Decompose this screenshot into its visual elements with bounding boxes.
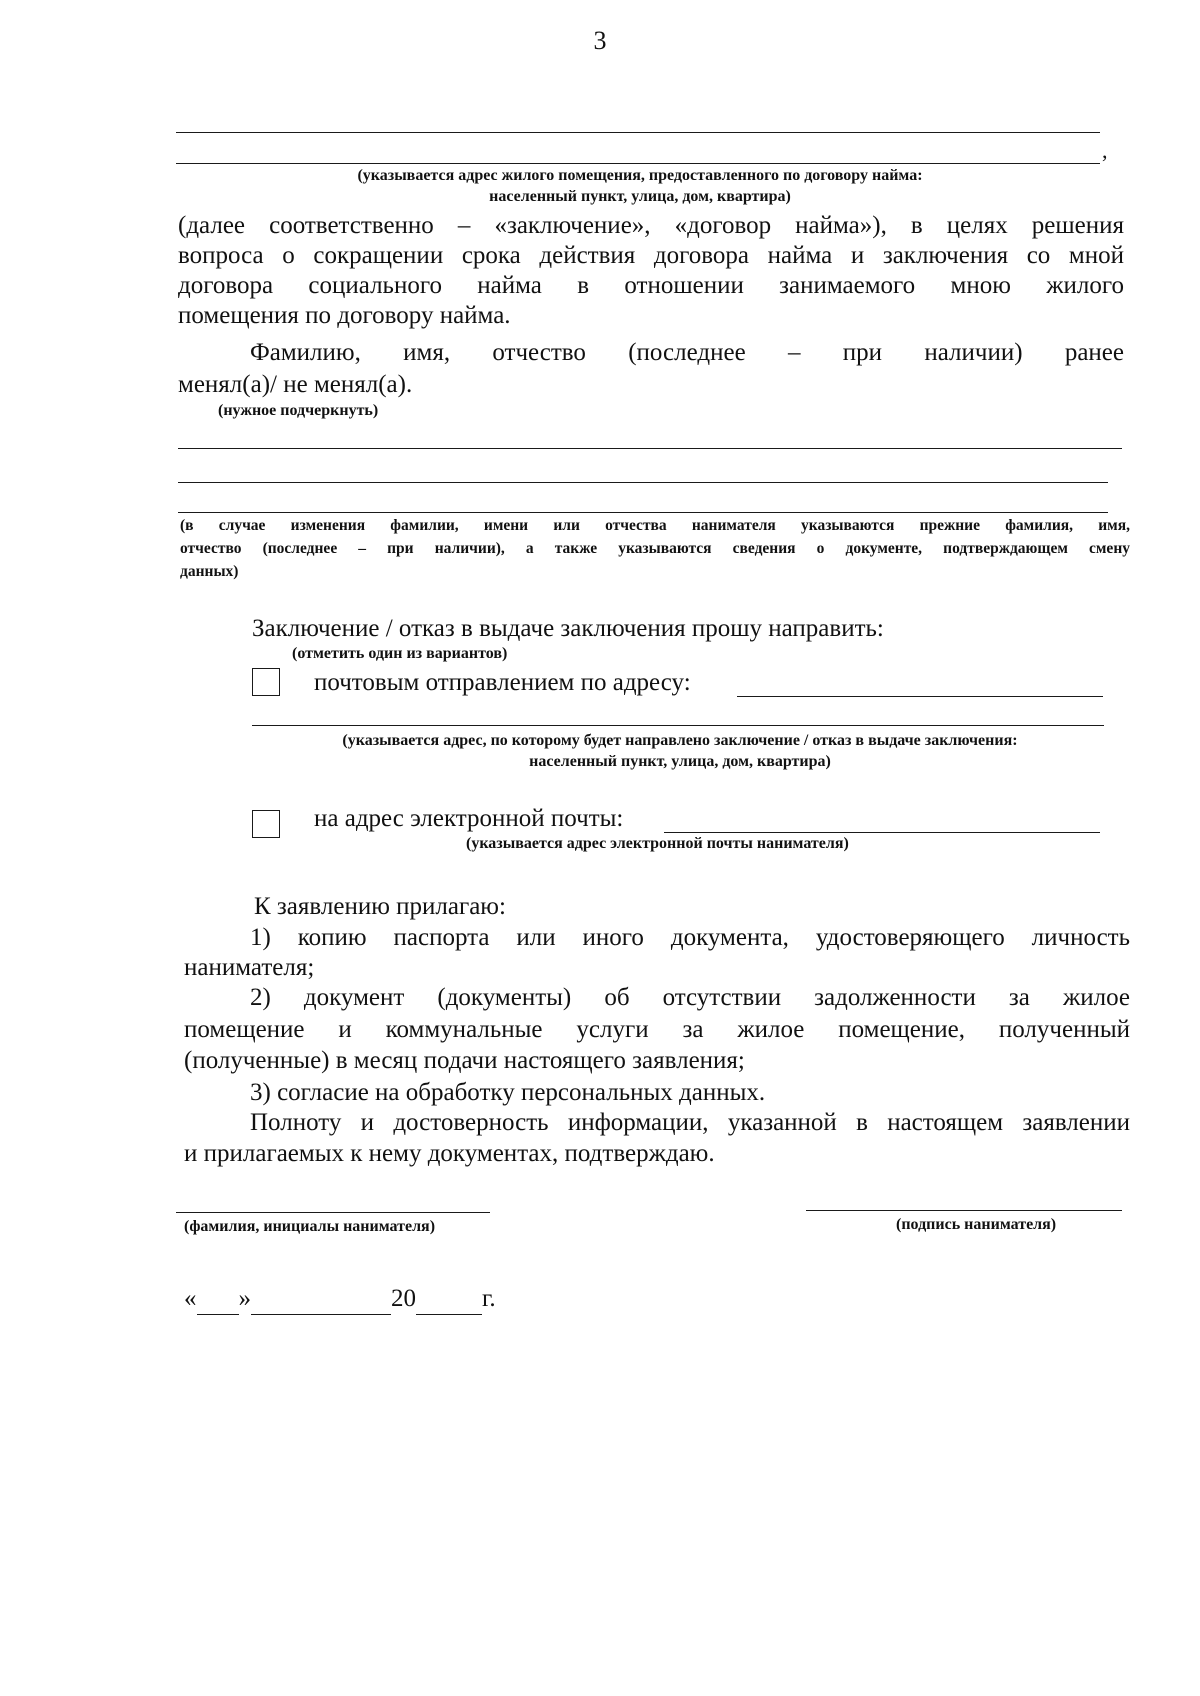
email-note: (указывается адрес электронной почты нанимателя)	[466, 835, 849, 852]
email-option-label: на адрес электронной почты:	[314, 805, 624, 832]
name-change-note-line1: (в случае изменения фамилии, имени или отчества нанимателя указываются прежние фамилия, имя,	[180, 517, 1130, 534]
post-option-checkbox[interactable]	[252, 668, 280, 696]
confirmation-line-1: Полноту и достоверность информации, указанной в настоящем заявлении	[250, 1109, 1130, 1136]
email-option-checkbox[interactable]	[252, 810, 280, 838]
name-signature-line[interactable]	[176, 1212, 490, 1213]
name-change-line-2[interactable]: менял(а)/ не менял(а).	[178, 371, 413, 398]
post-address-note-line2: населенный пункт, улица, дом, квартира)	[529, 753, 831, 770]
address-trailing-comma: ,	[1102, 138, 1108, 163]
date-day-field[interactable]	[197, 1284, 239, 1315]
signature-caption: (подпись нанимателя)	[896, 1216, 1057, 1233]
date-open-quote: «	[184, 1285, 197, 1312]
date-year-field[interactable]	[416, 1284, 482, 1315]
previous-name-line-2[interactable]	[178, 482, 1108, 483]
attachments-heading: К заявлению прилагаю:	[254, 893, 506, 920]
post-address-note	[260, 730, 1100, 772]
name-change-note-line2: отчество (последнее – при наличии), а также указываются сведения о документе, подтверждающем смену	[180, 540, 1130, 557]
date-century: 20	[391, 1285, 416, 1312]
attachment-item3: 3) согласие на обработку персональных данных.	[250, 1079, 766, 1106]
name-change-line-1: Фамилию, имя, отчество (последнее – при наличии) ранее	[250, 339, 1124, 366]
attachment-item1-line2: нанимателя;	[184, 954, 315, 981]
attachment-item2-line1: 2) документ (документы) об отсутствии задолженности за жилое	[250, 984, 1130, 1011]
intro-line-4: помещения по договору найма.	[178, 302, 511, 329]
post-address-line-2[interactable]	[252, 725, 1104, 726]
delivery-hint: (отметить один из вариантов)	[292, 645, 508, 662]
attachment-item2-line2: помещение и коммунальные услуги за жилое помещение, полученный	[184, 1016, 1130, 1043]
date-month-field[interactable]	[251, 1284, 391, 1315]
previous-name-line-3[interactable]	[178, 512, 1108, 513]
page-number: 3	[593, 26, 607, 55]
post-address-line-1[interactable]	[737, 696, 1103, 697]
name-caption: (фамилия, инициалы нанимателя)	[184, 1218, 436, 1235]
email-address-line[interactable]	[664, 832, 1100, 833]
date-line	[184, 1284, 496, 1315]
date-year-suffix: г.	[482, 1285, 496, 1312]
name-change-note	[180, 514, 1130, 583]
delivery-heading: Заключение / отказ в выдаче заключения прошу направить:	[252, 615, 884, 642]
attachment-item1-line1: 1) копию паспорта или иного документа, удостоверяющего личность	[250, 924, 1130, 951]
name-change-note-line3: данных)	[180, 563, 239, 580]
address-note	[220, 165, 1060, 207]
intro-line-1: (далее соответственно – «заключение», «договор найма»), в целях решения	[178, 212, 1124, 239]
address-line-2[interactable]	[176, 163, 1100, 164]
address-note-line1: (указывается адрес жилого помещения, предоставленного по договору найма:	[357, 167, 923, 184]
intro-line-2: вопроса о сокращении срока действия договора найма и заключения со мной	[178, 242, 1124, 269]
name-change-hint: (нужное подчеркнуть)	[218, 402, 379, 419]
address-note-line2: населенный пункт, улица, дом, квартира)	[489, 188, 791, 205]
date-close-quote: »	[238, 1285, 251, 1312]
intro-paragraph	[178, 211, 1124, 331]
address-line-1[interactable]	[176, 132, 1100, 133]
previous-name-line-1[interactable]	[178, 448, 1122, 449]
attachment-item2-line3: (полученные) в месяц подачи настоящего заявления;	[184, 1047, 745, 1074]
post-address-note-line1: (указывается адрес, по которому будет направлено заключение / отказ в выдаче заключения:	[342, 732, 1018, 749]
confirmation-line-2: и прилагаемых к нему документах, подтверждаю.	[184, 1140, 715, 1167]
intro-line-3: договора социального найма в отношении занимаемого мною жилого	[178, 272, 1124, 299]
post-option-label: почтовым отправлением по адресу:	[314, 669, 691, 696]
signature-line[interactable]	[806, 1210, 1122, 1211]
